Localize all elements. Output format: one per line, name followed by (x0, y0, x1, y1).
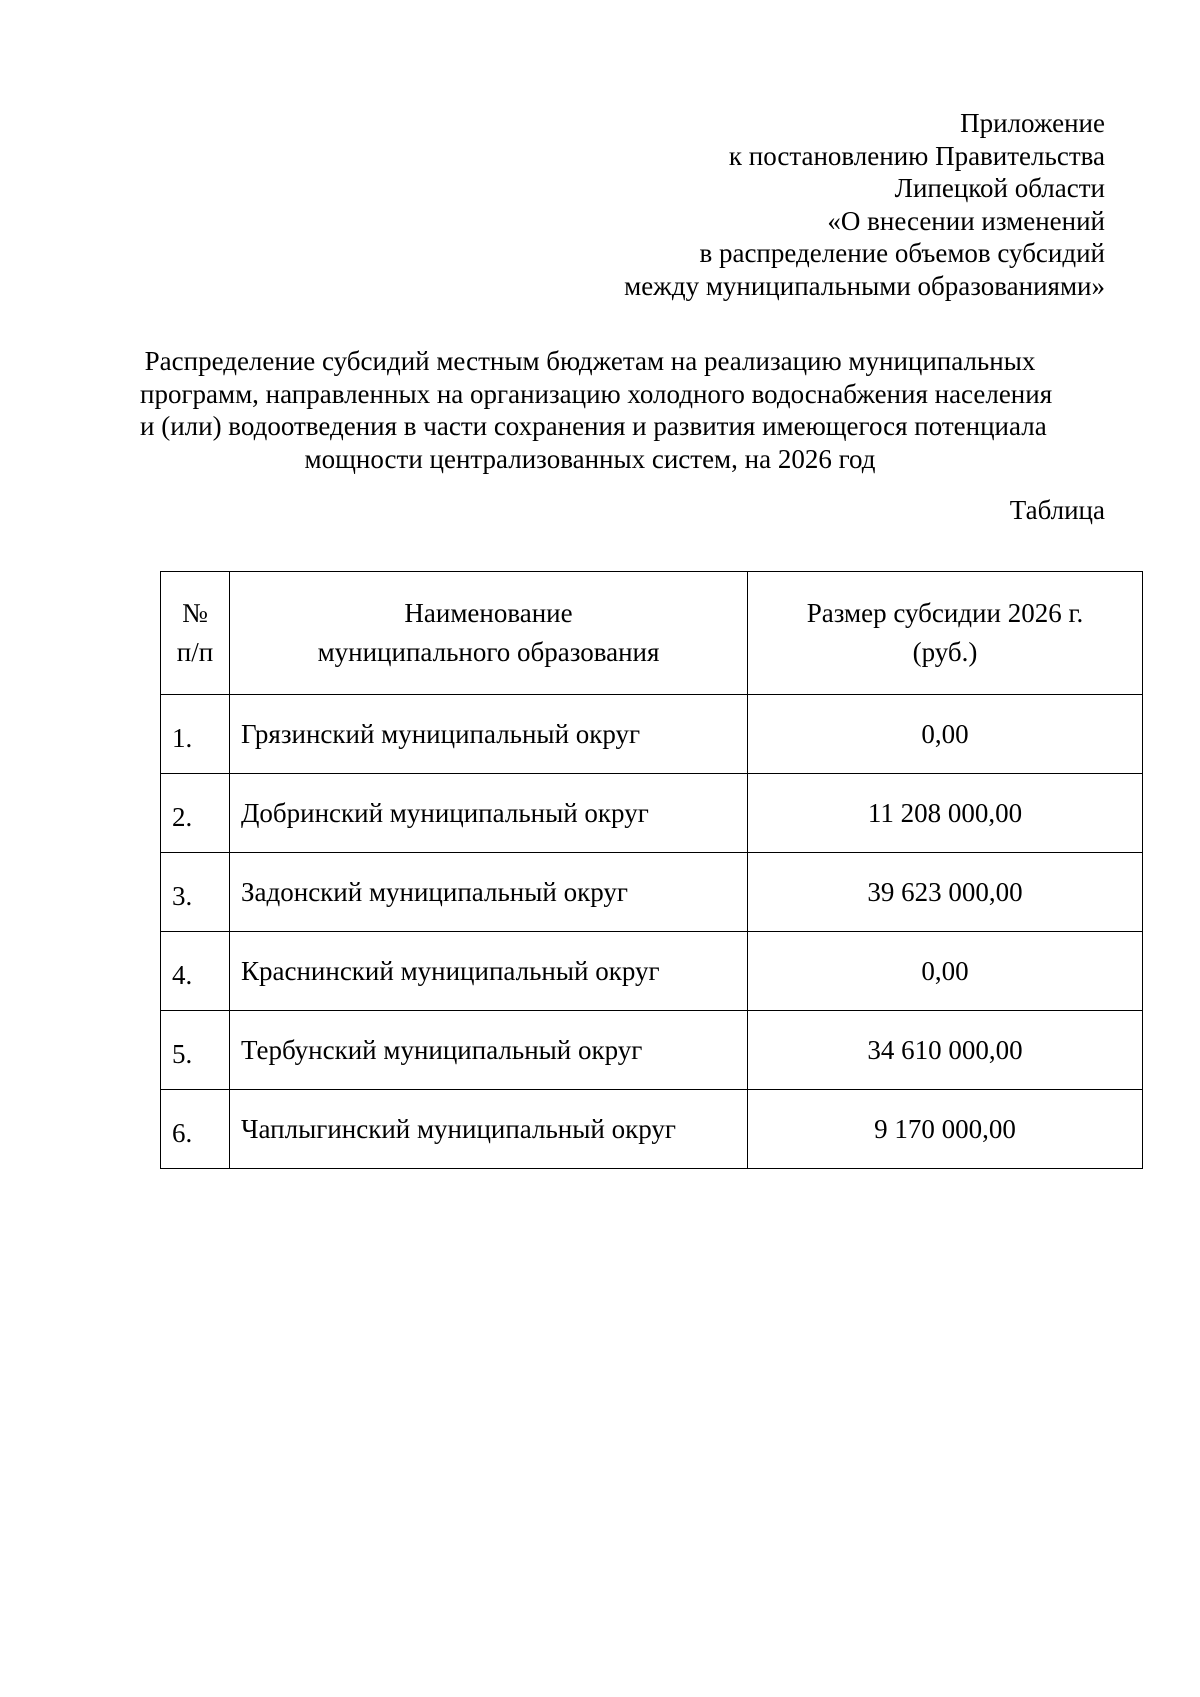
table-header-row (161, 572, 1143, 695)
row-amount: 9 170 000,00 (748, 1090, 1143, 1169)
row-name: Краснинский муниципальный округ (230, 932, 748, 1011)
row-number: 6. (161, 1090, 230, 1169)
row-name: Добринский муниципальный округ (230, 774, 748, 853)
title-line: Распределение субсидий местным бюджетам на реализацию муниципальных (144, 346, 1036, 376)
row-name: Тербунский муниципальный округ (230, 1011, 748, 1090)
table-row (161, 695, 1143, 774)
table-row (161, 1011, 1143, 1090)
header-amount (748, 572, 1143, 695)
row-number: 3. (161, 853, 230, 932)
row-amount: 34 610 000,00 (748, 1011, 1143, 1090)
appendix-line: Приложение (960, 108, 1105, 138)
subsidy-table (160, 571, 1143, 1169)
row-name: Задонский муниципальный округ (230, 853, 748, 932)
appendix-line: между муниципальными образованиями» (624, 270, 1105, 301)
title-line: мощности централизованных систем, на 2026 год (304, 443, 876, 474)
title-line: и (или) водоотведения в части сохранения и развития имеющегося потенциала (140, 411, 1047, 441)
table-row (161, 1090, 1143, 1169)
header-number-line: № (182, 598, 208, 628)
header-name-line: муниципального образования (317, 637, 660, 667)
document-title (140, 345, 1053, 475)
table-row (161, 853, 1143, 932)
header-number-line: п/п (176, 637, 214, 667)
row-amount: 11 208 000,00 (748, 774, 1143, 853)
row-amount: 0,00 (748, 695, 1143, 774)
row-amount: 0,00 (748, 932, 1143, 1011)
table-caption: Таблица (1009, 495, 1105, 525)
appendix-line: Липецкой области (894, 173, 1105, 203)
row-amount: 39 623 000,00 (748, 853, 1143, 932)
row-name: Грязинский муниципальный округ (230, 695, 748, 774)
header-name (230, 572, 748, 695)
header-amount-line: (руб.) (912, 637, 978, 667)
row-number: 1. (161, 695, 230, 774)
appendix-line: «О внесении изменений (827, 205, 1105, 236)
appendix-block (385, 107, 1105, 302)
header-amount-line: Размер субсидии 2026 г. (806, 598, 1084, 628)
header-number (161, 572, 230, 695)
title-line: программ, направленных на организацию холодного водоснабжения населения (140, 378, 1053, 409)
row-number: 4. (161, 932, 230, 1011)
row-number: 5. (161, 1011, 230, 1090)
appendix-line: в распределение объемов субсидий (699, 238, 1105, 268)
row-name: Чаплыгинский муниципальный округ (230, 1090, 748, 1169)
table-row (161, 774, 1143, 853)
appendix-line: к постановлению Правительства (728, 140, 1105, 171)
row-number: 2. (161, 774, 230, 853)
table-row (161, 932, 1143, 1011)
header-name-line: Наименование (404, 598, 573, 628)
